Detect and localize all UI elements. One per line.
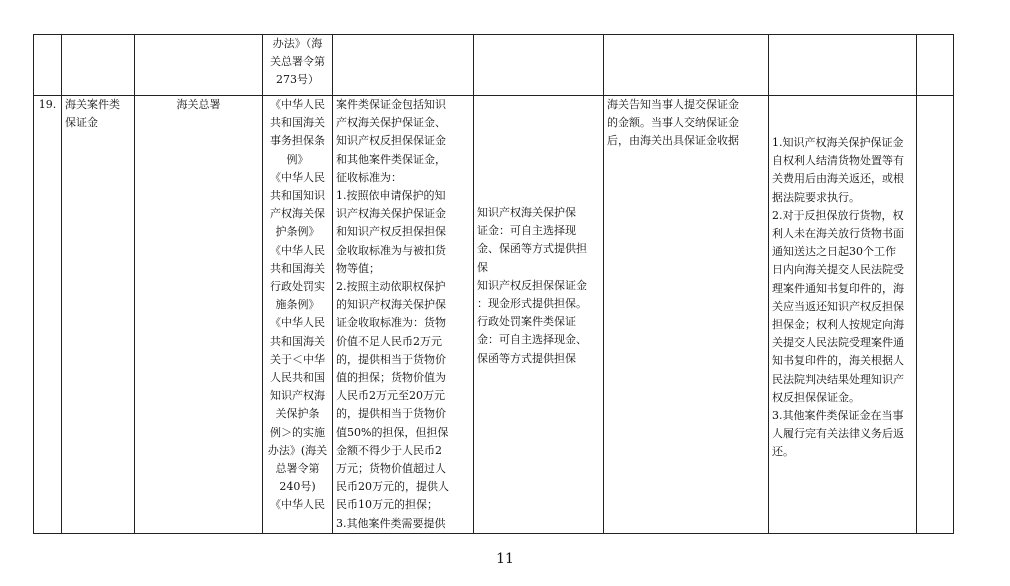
payment-line: 金、保函等方式提供担 — [477, 242, 587, 256]
standard-line: 的，提供相当于货物价 — [336, 407, 446, 421]
payment-line: 知识产权海关保护保 — [477, 206, 576, 219]
standard-cell — [333, 35, 474, 96]
payment-line: 金：可自主选择现金、 — [477, 333, 587, 347]
law-line: 关总署令第 — [270, 55, 325, 69]
refund-line: 理案件通知书复印件的，海 — [772, 281, 904, 295]
standard-line: 知识产权反担保保证金 — [336, 134, 446, 148]
extra-cell — [917, 96, 954, 534]
extra-cell — [917, 35, 954, 96]
procedure-line: 后，由海关出具保证金收据 — [607, 134, 739, 148]
law-line: 240号) — [279, 480, 316, 494]
law-line: 例＞的实施 — [270, 425, 325, 439]
standard-line: 案件类保证金包括知识 — [336, 98, 446, 111]
refund-line: 3.其他案件类保证金在当事 — [772, 409, 904, 423]
procedure-cell — [604, 35, 769, 96]
procedure-line: 的金额。当事人交纳保证金 — [607, 116, 739, 130]
standard-line: 金收取标准为与被扣货 — [336, 243, 446, 257]
item-name-line: 保证金 — [65, 116, 98, 130]
refund-line: 还。 — [772, 445, 794, 459]
standard-line: 物等值； — [336, 261, 380, 275]
payment-line: ：现金形式提供担保。 — [477, 297, 587, 311]
payment-line: 知识产权反担保保证金 — [477, 278, 587, 292]
law-line: 《中华人民 — [270, 170, 325, 184]
law-basis-cell — [263, 35, 333, 96]
refund-line: 2.对于反担保放行货物，权 — [772, 208, 904, 222]
standard-line: 价值不足人民币2万元 — [336, 334, 442, 348]
item-index: 19. — [38, 98, 57, 111]
refund-cell — [769, 96, 917, 534]
index-cell — [34, 35, 62, 96]
law-line: 行政处罚实 — [270, 280, 325, 294]
law-line: 《中华人民 — [270, 316, 325, 330]
law-line: 《中华人民 — [270, 498, 325, 512]
refund-line: 关费用后由海关返还，或根 — [772, 172, 904, 186]
standard-line: 征收标准为： — [336, 170, 402, 184]
payment-cell — [474, 35, 604, 96]
refund-line: 民法院判决结果处理知识产 — [772, 372, 904, 386]
standard-line: 证金收取标准为：货物 — [336, 316, 446, 330]
refund-line: 自权利人结清货物处置等有 — [772, 154, 904, 168]
refund-line: 通知送达之日起30个工作 — [772, 245, 896, 259]
refund-line: 1.知识产权海关保护保证金 — [772, 136, 904, 149]
law-line: 产权海关保 — [270, 207, 325, 221]
payment-line: 保函等方式提供担保 — [477, 351, 576, 365]
standard-line: 2.按照主动依职权保护 — [336, 280, 446, 294]
refund-line: 日内向海关提交人民法院受 — [772, 263, 904, 277]
payment-cell — [474, 96, 604, 534]
law-line: 例》 — [286, 152, 309, 166]
standard-cell — [333, 96, 474, 534]
law-line: 共和国海关 — [270, 334, 325, 348]
refund-line: 知书复印件的，海关根据人 — [772, 354, 904, 368]
procedure-cell — [604, 96, 769, 534]
law-line: 共和国知识 — [270, 189, 325, 203]
index-cell — [34, 96, 62, 534]
refund-line: 关应当返还知识产权反担保 — [772, 299, 904, 313]
standard-line: 民币10万元的担保； — [336, 498, 438, 512]
table-row — [34, 35, 954, 96]
law-line: 关保护条 — [275, 407, 320, 421]
authority-text: 海关总署 — [176, 98, 221, 111]
law-line: 办法》（海 — [272, 37, 323, 50]
law-line: 《中华人民 — [270, 98, 325, 111]
law-line: 共和国海关 — [270, 261, 325, 275]
law-line: 总署令第 — [275, 462, 320, 476]
standard-line: 3.其他案件类需要提供 — [336, 516, 446, 530]
refund-line: 权反担保保证金。 — [772, 390, 860, 404]
authority-cell — [135, 96, 263, 534]
law-line: 施条例》 — [275, 298, 320, 312]
law-line: 关于＜中华 — [270, 352, 325, 366]
payment-line: 证金：可自主选择现 — [477, 224, 576, 238]
name-cell — [62, 96, 135, 534]
standard-line: 和知识产权反担保担保 — [336, 225, 446, 239]
table-row — [34, 96, 954, 534]
standard-line: 万元；货物价值超过人 — [336, 462, 446, 476]
name-cell — [62, 35, 135, 96]
law-line: 《中华人民 — [270, 243, 325, 257]
payment-line: 保 — [477, 260, 488, 274]
standard-line: 值50%的担保，但担保 — [336, 425, 449, 439]
item-name-line: 海关案件类 — [65, 98, 120, 111]
standard-line: 值的担保；货物价值为 — [336, 371, 446, 385]
payment-line: 行政处罚案件类保证 — [477, 315, 576, 329]
standard-line: 金额不得少于人民币2 — [336, 443, 442, 457]
standard-line: 识产权海关保护保证金 — [336, 207, 446, 221]
standard-line: 的知识产权海关保护保 — [336, 298, 446, 312]
law-line: 共和国海关 — [270, 116, 325, 130]
standard-line: 的，提供相当于货物价 — [336, 352, 446, 366]
law-line: 人民共和国 — [270, 371, 325, 385]
refund-line: 据法院要求执行。 — [772, 190, 860, 204]
page-number: 11 — [496, 551, 514, 567]
standard-line: 产权海关保护保证金、 — [336, 116, 446, 130]
standard-line: 和其他案件类保证金， — [336, 152, 446, 166]
law-line: 知识产权海 — [270, 389, 325, 403]
refund-line: 关提交人民法院受理案件通 — [772, 336, 904, 350]
refund-line: 利人未在海关放行货物书面 — [772, 227, 904, 241]
standard-line: 1.按照依申请保护的知 — [336, 189, 446, 203]
standard-line: 人民币2万元至20万元 — [336, 389, 445, 403]
refund-line: 担保金；权利人按规定向海 — [772, 318, 904, 332]
procedure-line: 海关告知当事人提交保证金 — [607, 98, 739, 111]
law-line: 273号） — [276, 73, 319, 87]
law-basis-cell — [263, 96, 333, 534]
law-line: 护条例》 — [275, 225, 320, 239]
fee-table — [33, 34, 954, 534]
standard-line: 民币20万元的，提供人 — [336, 480, 449, 494]
refund-line: 人履行完有关法律义务后返 — [772, 427, 904, 441]
authority-cell — [135, 35, 263, 96]
law-line: 办法》(海关 — [267, 443, 328, 457]
law-line: 事务担保条 — [270, 134, 325, 148]
refund-cell — [769, 35, 917, 96]
